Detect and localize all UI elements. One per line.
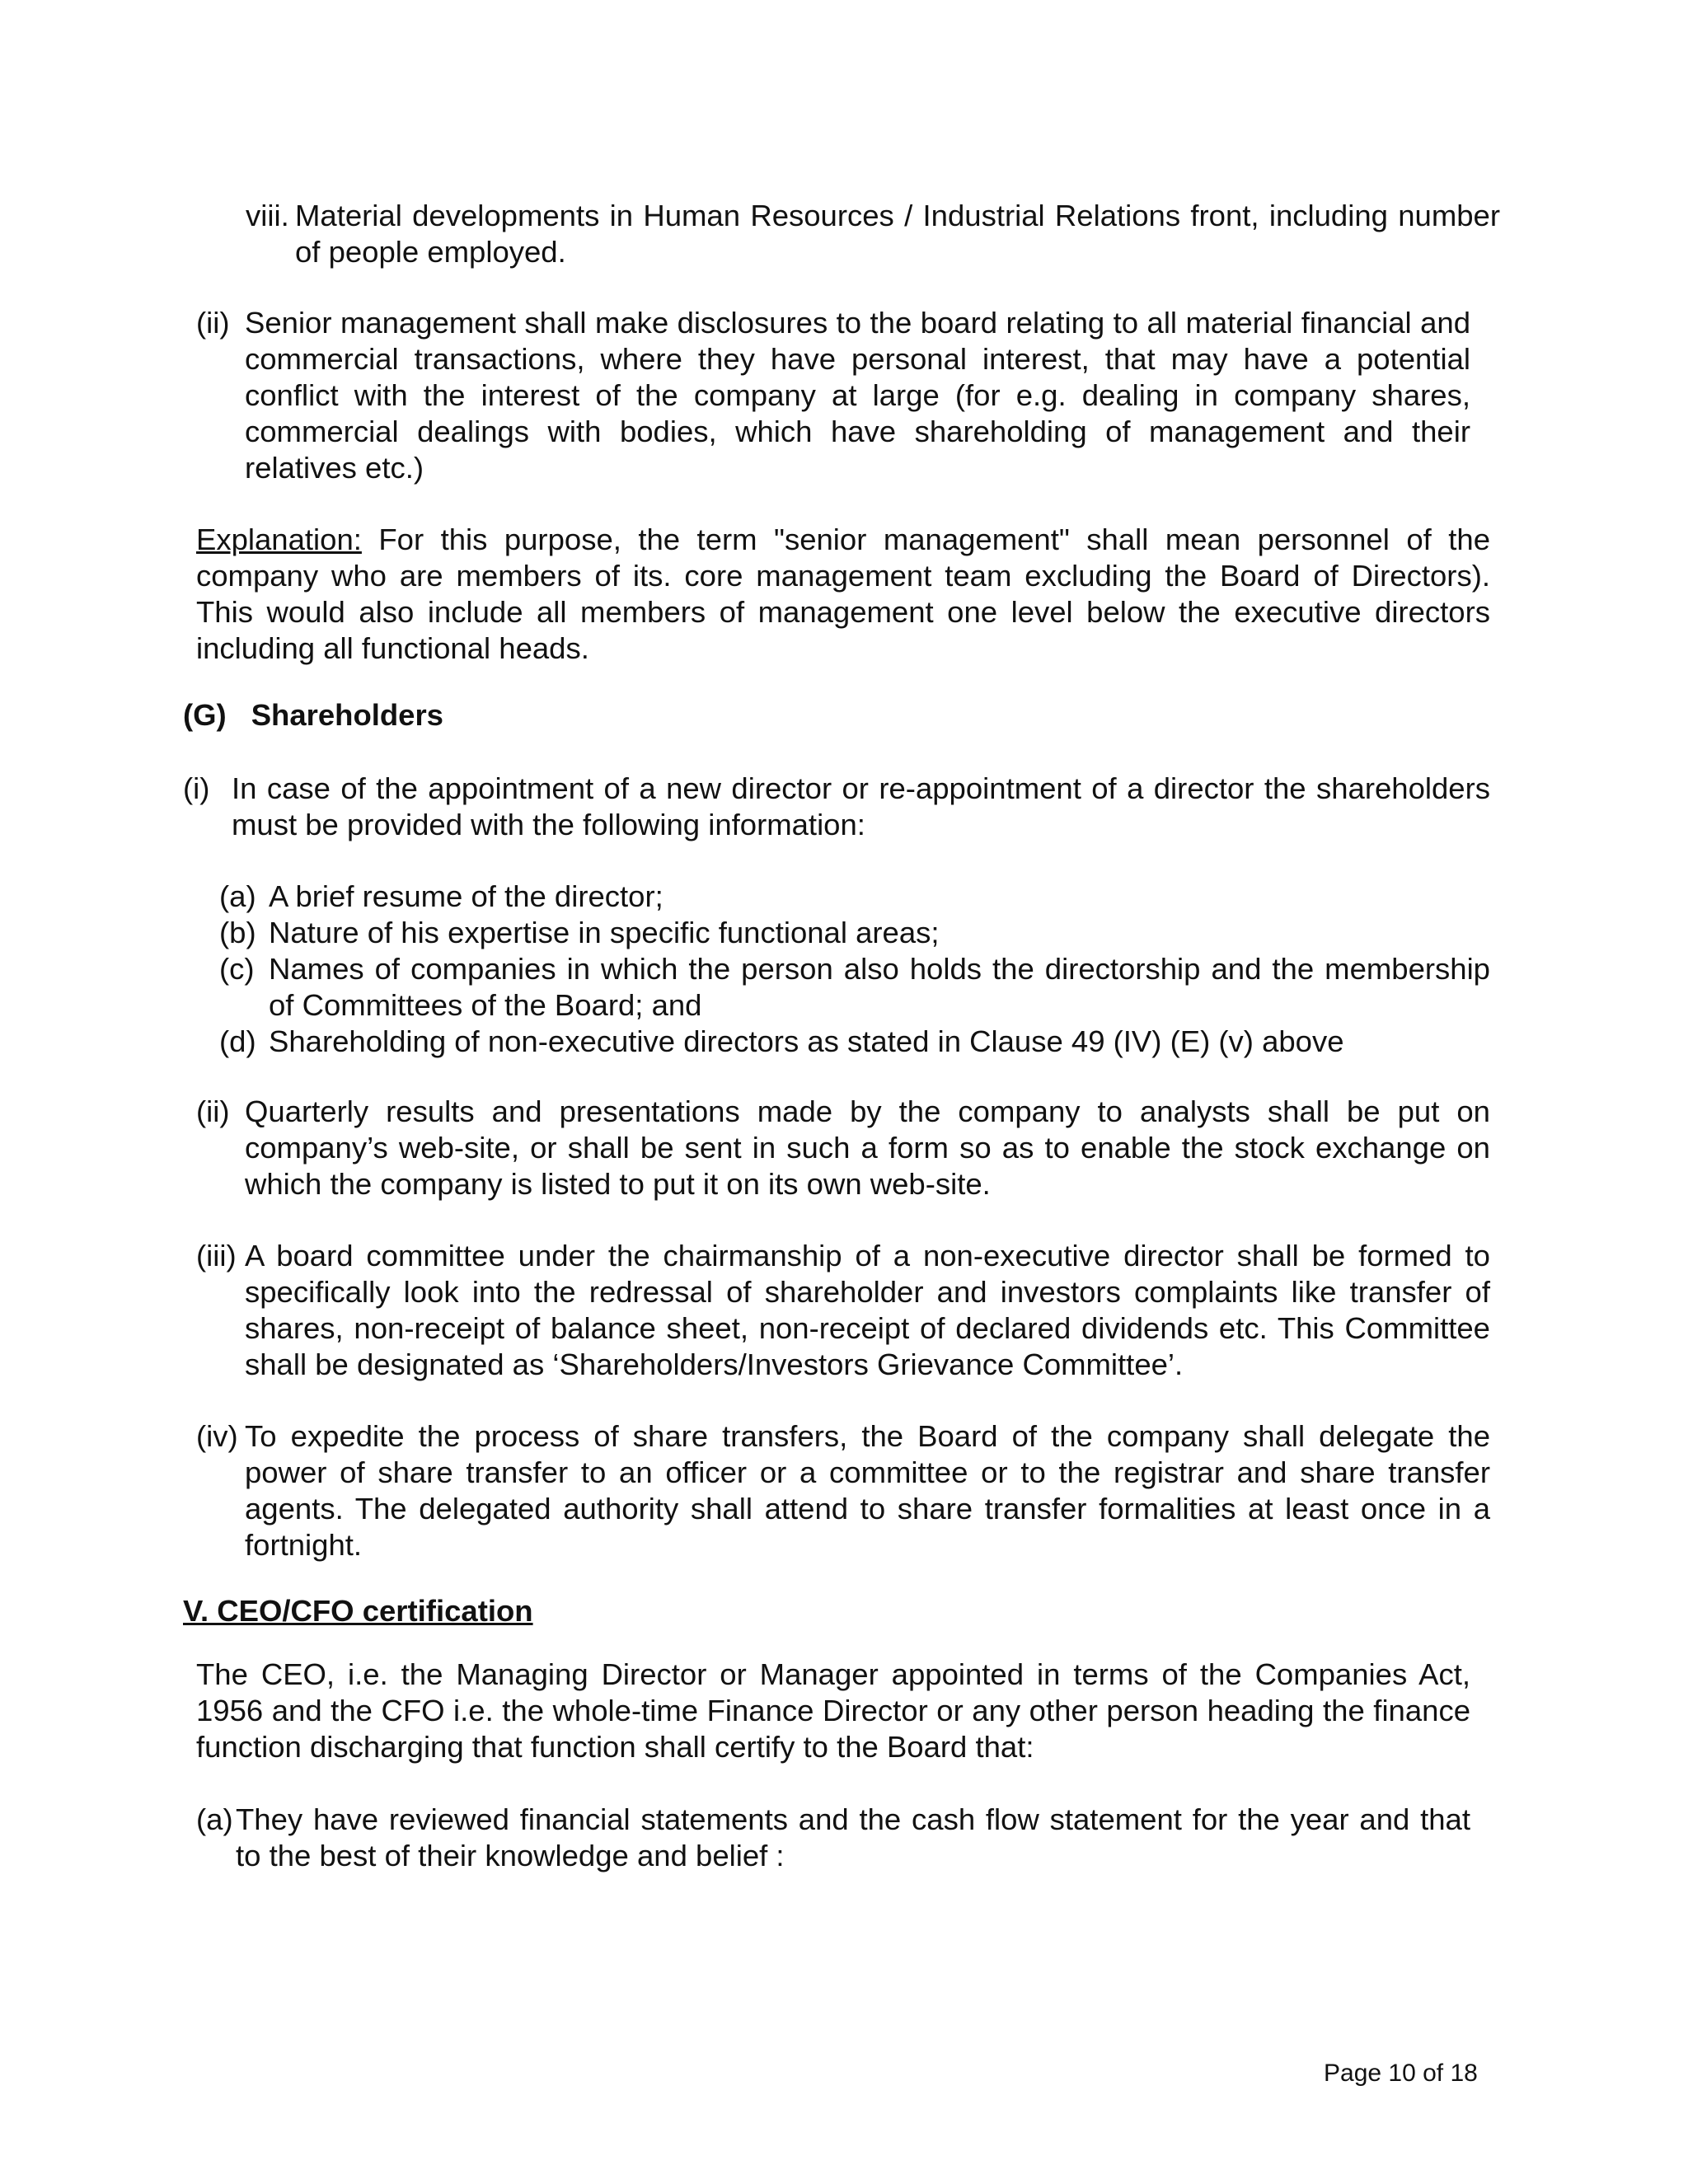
shareholders-item-ii [196, 1094, 1490, 1202]
list-item [219, 915, 1490, 951]
section-g-heading [183, 697, 842, 733]
list-number: (iv) [196, 1419, 238, 1453]
explanation-text: For this purpose, the term "senior management" shall mean personnel of the company who are members of its. core management team excluding the Board of Directors). This would also include all members of management one level below the executive directors including all functional heads. [196, 523, 1490, 665]
list-text: Senior management shall make disclosures to the board relating to all material financial and commercial transactions, where they have personal interest, that may have a potential conflict with the interest of the company at large (for e.g. dealing in company shares, commercial dealings with bodies, which have shareholding of management and their relatives etc.) [245, 306, 1470, 485]
list-number: (iii) [196, 1239, 237, 1272]
list-text: A brief resume of the director; [269, 879, 663, 913]
ceo-cfo-intro: The CEO, i.e. the Managing Director or Manager appointed in terms of the Companies Act, 1956 and the CFO i.e. the whole-time Finance Director or any other person heading the finance function discharging that function shall certify to the Board that: [196, 1657, 1470, 1764]
list-text: They have reviewed financial statements and the cash flow statement for the year and that to the best of their knowledge and belief : [236, 1802, 1470, 1872]
page-number: Page 10 of 18 [1324, 2060, 1478, 2087]
list-number: (ii) [196, 306, 230, 340]
section-g-number: (G) [183, 698, 227, 732]
list-item [219, 951, 1490, 1024]
shareholders-item-iii [196, 1238, 1490, 1383]
list-number: (c) [219, 952, 255, 986]
list-item-viii [246, 198, 1500, 270]
list-text: Names of companies in which the person also holds the directorship and the membership of Committees of the Board; and [269, 952, 1490, 1022]
list-text: To expedite the process of share transfers, the Board of the company shall delegate the power of share transfer to an officer or a committee or to the registrar and share transfer agents. The delegated authority shall attend to share transfer formalities at least once in a fortnight. [245, 1419, 1490, 1562]
shareholders-item-iv [196, 1418, 1490, 1563]
list-item [219, 879, 1490, 915]
list-text: In case of the appointment of a new director or re-appointment of a director the shareholders must be provided with the following information: [232, 771, 1490, 841]
list-text: Material developments in Human Resources / Industrial Relations front, including number of people employed. [295, 199, 1500, 269]
list-number: (ii) [196, 1094, 230, 1128]
list-number: (d) [219, 1024, 256, 1058]
explanation-paragraph [196, 522, 1490, 667]
director-info-list [219, 879, 1490, 1060]
list-number: (a) [196, 1802, 233, 1836]
list-item [219, 1024, 1490, 1060]
section-v-heading: V. CEO/CFO certification [183, 1594, 533, 1628]
list-text: Shareholding of non-executive directors as stated in Clause 49 (IV) (E) (v) above [269, 1024, 1344, 1058]
list-text: Nature of his expertise in specific functional areas; [269, 916, 940, 949]
list-number: (i) [183, 771, 210, 805]
explanation-label: Explanation: [196, 523, 362, 556]
senior-disclosure-item [196, 305, 1470, 486]
list-number: (a) [219, 879, 256, 913]
list-number: (b) [219, 916, 256, 949]
shareholders-item-i [183, 771, 1490, 843]
ceo-cfo-item-a [196, 1802, 1470, 1874]
list-text: Quarterly results and presentations made by the company to analysts shall be put on company’s web-site, or shall be sent in such a form so as to enable the stock exchange on which the company is listed to put it on its own web-site. [245, 1094, 1490, 1201]
list-text: A board committee under the chairmanship of a non-executive director shall be formed to specifically look into the redressal of shareholder and investors complaints like transfer of shares, non-receipt of balance sheet, non-receipt of declared dividends etc. This Committee shall be designated as ‘Shareholders/Investors Grievance Committee’. [245, 1239, 1490, 1381]
list-number: viii. [246, 199, 289, 232]
section-g-title: Shareholders [251, 698, 443, 732]
